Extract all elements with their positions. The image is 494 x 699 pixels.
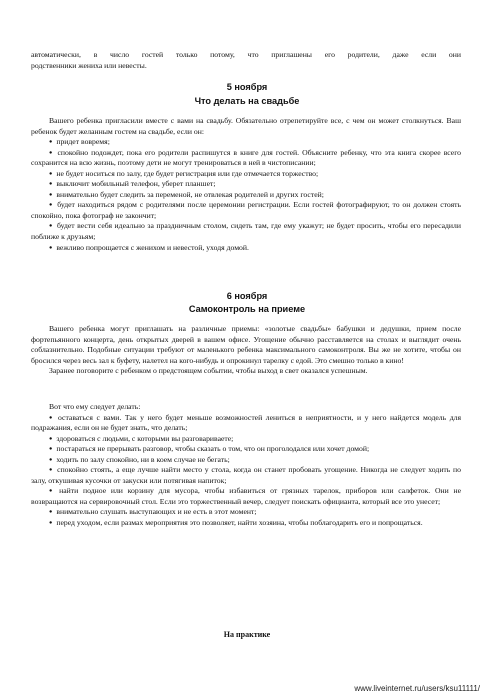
- section2-bullet-5: ● спокойно стоять, а еще лучше найти место у стола, когда он станет пробовать угощение. Никогда не следует ходить по залу, откушивая кусочки от закуски или потягивая напиток;: [31, 465, 461, 486]
- section2-date: 6 ноября: [226, 291, 268, 301]
- section2-list: [31, 402, 461, 529]
- section2-title: Самоконтроль на приеме: [188, 304, 306, 314]
- section1-body: [31, 116, 461, 253]
- section1-date: 5 ноября: [226, 82, 268, 92]
- footer-url[interactable]: www.liveinternet.ru/users/ksu11111/: [354, 684, 480, 693]
- section2-bullet-3: ● постараться не прерывать разговор, чтобы сказать о том, что он проголодался или хочет домой;: [31, 444, 461, 455]
- section2-bullet-4: ● ходить по залу спокойно, ни в коем случае не бегать;: [31, 455, 461, 466]
- section1-bullet-5: ● внимательно будет следить за переменой, не отвлекая родителей и других гостей;: [31, 190, 461, 201]
- section1-bullet-8: ● вежливо попрощается с женихом и невестой, уходя домой.: [31, 243, 461, 254]
- section2-bullet-1: ● оставаться с вами. Так у него будет меньше возможностей лениться в неприятности, и у него найдется модель для подражания, если он не будет знать, что делать;: [31, 413, 461, 434]
- subheading: На практике: [223, 630, 271, 639]
- section1-bullet-3: ● не будет носиться по залу, где будет регистрация или где отмечается торжество;: [31, 169, 461, 180]
- section1-title: Что делать на свадьбе: [194, 96, 300, 106]
- intro-paragraph: [31, 50, 461, 71]
- section2-bullet-6: ● найти подное или корзину для мусора, чтобы избавиться от грязных тарелок, приборов или салфеток. Они не возвращаются на сервировочный стол. Если это торжественный вечер, следует поискать официанта, который все это унесет;: [31, 486, 461, 507]
- section2-bullet-2: ● здороваться с людьми, с которыми вы разговариваете;: [31, 434, 461, 445]
- section2-paragraph-2: Заранее поговорите с ребенком о предстоящем событии, чтобы выход в свет оказался успешным.: [49, 366, 368, 376]
- section1-bullet-7: ● будет вести себя идеально за праздничным столом, сидеть там, где ему укажут; не будет просить, чтобы его пересадили поближе к друзьям;: [31, 221, 461, 242]
- section1-paragraph: Вашего ребенка пригласили вместе с вами на свадьбу. Обязательно отрепетируйте все, с чем он может столкнуться. Ваш ребенок будет желанным гостем на свадьбе, если он:: [31, 116, 461, 136]
- section2-bullet-8: ● перед уходом, если размах мероприятия это позволяет, найти хозяина, чтобы поблагодарить его и попрощаться.: [31, 518, 461, 529]
- intro-line-2: родственники жениха или невесты.: [31, 60, 147, 70]
- intro-line-1: автоматически, в число гостей только потому, что приглашены его родители, даже если они: [31, 50, 461, 59]
- section2-body: [31, 324, 461, 377]
- section2-paragraph-1: Вашего ребенка могут приглашать на различные приемы: «золотые свадьбы» бабушки и дедушки, прием после фортепьянного концерта, день открытых дверей в вашем офисе. Угощение обычно расставляется на столах и выглядит очень соблазнительно. Подобные ситуации требуют от маленького ребенка максимального самоконтроля. Вы же не хотите, чтобы он бросился через весь зал к буфету, налетел на кого-нибудь и опрокинул тарелку с едой. Это смешно только в кино!: [31, 324, 461, 365]
- section1-bullet-4: ● выключит мобильный телефон, уберет планшет;: [31, 179, 461, 190]
- section1-bullet-6: ● будет находиться рядом с родителями после церемонии регистрации. Если гостей фотографируют, то он должен стоять спокойно, пока фотограф не закончит;: [31, 200, 461, 221]
- section1-bullet-2: ● спокойно подождет, пока его родители распишутся в книге для гостей. Объясните ребенку, что эта книга скорее всего сохранится на всю жизнь, поэтому дети не могут тренироваться в ней в чистописании;: [31, 148, 461, 169]
- section2-paragraph-3: Вот что ему следует делать:: [49, 402, 141, 411]
- section1-bullet-1: ● придет вовремя;: [31, 137, 461, 148]
- section2-bullet-7: ● внимательно слушать выступающих и не есть в этот момент;: [31, 507, 461, 518]
